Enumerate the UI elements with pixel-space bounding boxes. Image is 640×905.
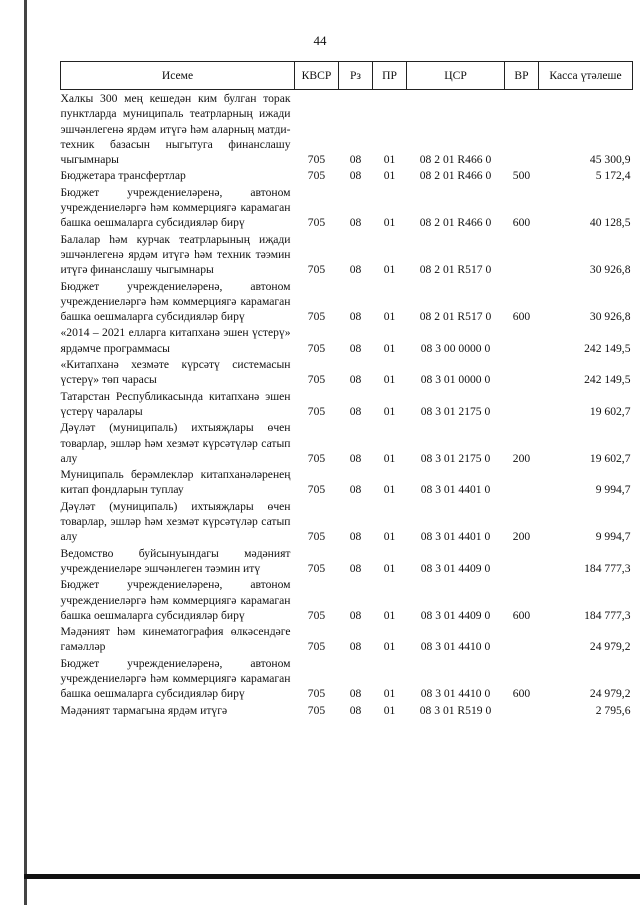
cell-kvsr: 705: [307, 169, 326, 183]
cell-amount: 40 128,5: [589, 216, 631, 230]
cell-pr: 01: [383, 373, 396, 387]
cell-pr: 01: [383, 263, 396, 277]
cell-name: Муниципаль берәмлекләр китапханәләренең китап фондларын туплау: [60, 468, 291, 497]
cell-pr: 01: [383, 483, 396, 497]
cell-name: Мәдәният һәм кинематография өлкәсендәге гамәлләр: [60, 625, 291, 654]
cell-amount: 2 795,6: [595, 703, 631, 717]
cell-vr: [505, 466, 539, 498]
header-csr: ЦСР: [407, 62, 505, 90]
cell-name: Бюджет учреждениеләренә, автоном учреждениеләргә һәм коммерциягә карамаган башка оешмаларга субсидияләр бирү: [60, 185, 291, 230]
table-row: [61, 655, 633, 702]
cell-pr: 01: [383, 561, 396, 575]
cell-kvsr: 705: [307, 561, 326, 575]
cell-amount: 9 994,7: [595, 530, 631, 544]
cell-amount: 19 602,7: [589, 404, 631, 418]
cell-kvsr: 705: [307, 451, 326, 465]
cell-pr: 01: [383, 608, 396, 622]
cell-rz: 08: [349, 451, 362, 465]
cell-name: Дәүләт (муниципаль) ихтыяҗлары өчен товарлар, эшләр һәм хезмәт күрсәтүләр сатып алу: [60, 499, 291, 544]
cell-name: Халкы 300 мең кешедән ким булган торак пунктларда муниципаль театрларның ижади эшчәнлегенә ярдәм итүгә һәм аларның матди-техник базасын ныгытуга финанслашу чыгымнары: [60, 92, 291, 167]
cell-vr: 600: [512, 310, 531, 324]
cell-amount: 24 979,2: [589, 687, 631, 701]
cell-vr: 200: [512, 530, 531, 544]
cell-pr: 01: [383, 341, 396, 355]
cell-csr: 08 3 01 4410 0: [420, 687, 491, 701]
cell-kvsr: 705: [307, 608, 326, 622]
cell-kvsr: 705: [307, 153, 326, 167]
header-kassa: Касса үтәлеше: [539, 62, 633, 90]
cell-vr: 600: [512, 608, 531, 622]
cell-csr: 08 3 01 2175 0: [420, 451, 491, 465]
cell-rz: 08: [349, 310, 362, 324]
cell-name: Балалар һәм курчак театрларының иҗади эшчәнлегенә ярдәм итүгә һәм техник тәэмин итүгә финанслашу чыгымнары: [60, 232, 291, 277]
cell-vr: [505, 545, 539, 577]
cell-amount: 5 172,4: [595, 169, 631, 183]
cell-vr: [505, 702, 539, 718]
cell-rz: 08: [349, 561, 362, 575]
table-row: [61, 324, 633, 356]
table-row: [61, 623, 633, 655]
cell-rz: 08: [349, 153, 362, 167]
header-vr: ВР: [505, 62, 539, 90]
cell-kvsr: 705: [307, 310, 326, 324]
cell-csr: 08 2 01 R517 0: [419, 310, 492, 324]
cell-pr: 01: [383, 640, 396, 654]
cell-kvsr: 705: [307, 373, 326, 387]
cell-amount: 242 149,5: [584, 341, 631, 355]
cell-rz: 08: [349, 608, 362, 622]
cell-amount: 184 777,3: [584, 608, 631, 622]
cell-kvsr: 705: [307, 687, 326, 701]
cell-pr: 01: [383, 153, 396, 167]
cell-pr: 01: [383, 703, 396, 717]
cell-csr: 08 3 01 4401 0: [420, 530, 491, 544]
cell-rz: 08: [349, 703, 362, 717]
cell-csr: 08 3 01 2175 0: [420, 404, 491, 418]
cell-rz: 08: [349, 530, 362, 544]
table-body: [61, 90, 633, 718]
table-row: [61, 466, 633, 498]
table-row: [61, 356, 633, 388]
cell-amount: 45 300,9: [589, 153, 631, 167]
cell-name: «Китапханә хезмәте күрсәтү системасын үстерү» төп чарасы: [60, 358, 291, 387]
cell-kvsr: 705: [307, 483, 326, 497]
cell-pr: 01: [383, 451, 396, 465]
table-row: [61, 702, 633, 718]
table-row: [61, 90, 633, 168]
header-kvsr: КВСР: [295, 62, 339, 90]
cell-kvsr: 705: [307, 263, 326, 277]
cell-amount: 30 926,8: [589, 310, 631, 324]
cell-kvsr: 705: [307, 404, 326, 418]
cell-csr: 08 3 01 4409 0: [420, 608, 491, 622]
scan-bottom-edge: [24, 874, 640, 879]
cell-rz: 08: [349, 373, 362, 387]
table-row: [61, 184, 633, 231]
cell-rz: 08: [349, 640, 362, 654]
page-number: 44: [313, 33, 327, 48]
cell-csr: 08 3 01 R519 0: [419, 703, 492, 717]
budget-table: [60, 61, 633, 718]
header-name: Исеме: [61, 62, 295, 90]
cell-rz: 08: [349, 687, 362, 701]
cell-csr: 08 3 01 0000 0: [420, 373, 491, 387]
cell-name: Дәүләт (муниципаль) ихтыяҗлары өчен товарлар, эшләр һәм хезмәт күрсәтүләр сатып алу: [60, 421, 291, 465]
table-row: [61, 388, 633, 420]
cell-name: Бюджет учреждениеләренә, автоном учреждениеләргә һәм коммерциягә карамаган башка оешмаларга субсидияләр бирү: [60, 578, 291, 622]
cell-vr: 600: [512, 216, 531, 230]
cell-pr: 01: [383, 169, 396, 183]
cell-csr: 08 3 01 4401 0: [420, 483, 491, 497]
cell-csr: 08 2 01 R466 0: [419, 153, 492, 167]
table-row: [61, 231, 633, 278]
table-row: [61, 498, 633, 545]
table-row: [61, 419, 633, 466]
cell-name: Татарстан Республикасында китапханә эшен үстерү чаралары: [60, 389, 291, 418]
table-row: [61, 278, 633, 325]
scan-left-edge: [24, 0, 27, 905]
table-row: [61, 576, 633, 623]
cell-amount: 30 926,8: [589, 263, 631, 277]
cell-vr: 600: [512, 687, 531, 701]
cell-pr: 01: [383, 530, 396, 544]
cell-csr: 08 2 01 R466 0: [419, 169, 492, 183]
cell-vr: [505, 231, 539, 278]
cell-rz: 08: [349, 341, 362, 355]
cell-vr: [505, 388, 539, 420]
cell-csr: 08 3 01 4410 0: [420, 640, 491, 654]
table-row: [61, 545, 633, 577]
header-row: [61, 62, 633, 90]
cell-kvsr: 705: [307, 530, 326, 544]
cell-rz: 08: [349, 169, 362, 183]
cell-name: Бюджет учреждениеләренә, автоном учреждениеләргә һәм коммерциягә карамаган башка оешмаларга субсидияләр бирү: [60, 279, 291, 324]
cell-csr: 08 2 01 R517 0: [419, 263, 492, 277]
cell-kvsr: 705: [307, 640, 326, 654]
cell-kvsr: 705: [307, 703, 326, 717]
cell-csr: 08 3 01 4409 0: [420, 561, 491, 575]
cell-pr: 01: [383, 404, 396, 418]
cell-vr: [505, 623, 539, 655]
cell-amount: 242 149,5: [584, 373, 631, 387]
cell-amount: 24 979,2: [589, 640, 631, 654]
cell-vr: 500: [512, 169, 531, 183]
cell-vr: [505, 90, 539, 168]
cell-rz: 08: [349, 216, 362, 230]
cell-rz: 08: [349, 483, 362, 497]
table-row: [61, 167, 633, 183]
header-rz: Рз: [339, 62, 373, 90]
header-pr: ПР: [373, 62, 407, 90]
cell-kvsr: 705: [307, 216, 326, 230]
cell-vr: [505, 324, 539, 356]
cell-pr: 01: [383, 687, 396, 701]
cell-csr: 08 3 00 0000 0: [420, 341, 491, 355]
cell-name: «2014 – 2021 елларга китапханә эшен үстерү» ярдәмче программасы: [60, 326, 291, 355]
cell-amount: 184 777,3: [584, 561, 631, 575]
cell-vr: 200: [512, 451, 531, 465]
cell-name: Мәдәният тармагына ярдәм итүгә: [60, 703, 228, 717]
cell-csr: 08 2 01 R466 0: [419, 216, 492, 230]
cell-name: Бюджет учреждениеләренә, автоном учреждениеләргә һәм коммерциягә карамаган башка оешмаларга субсидияләр бирү: [60, 656, 291, 701]
cell-rz: 08: [349, 263, 362, 277]
cell-name: Ведомство буйсынуындагы мәдәният учреждениеләре эшчәнлеген тәэмин итү: [60, 546, 291, 575]
cell-amount: 19 602,7: [589, 451, 631, 465]
cell-pr: 01: [383, 216, 396, 230]
cell-pr: 01: [383, 310, 396, 324]
cell-kvsr: 705: [307, 341, 326, 355]
cell-name: Бюджетара трансфертлар: [60, 169, 186, 183]
cell-rz: 08: [349, 404, 362, 418]
cell-vr: [505, 356, 539, 388]
cell-amount: 9 994,7: [595, 483, 631, 497]
